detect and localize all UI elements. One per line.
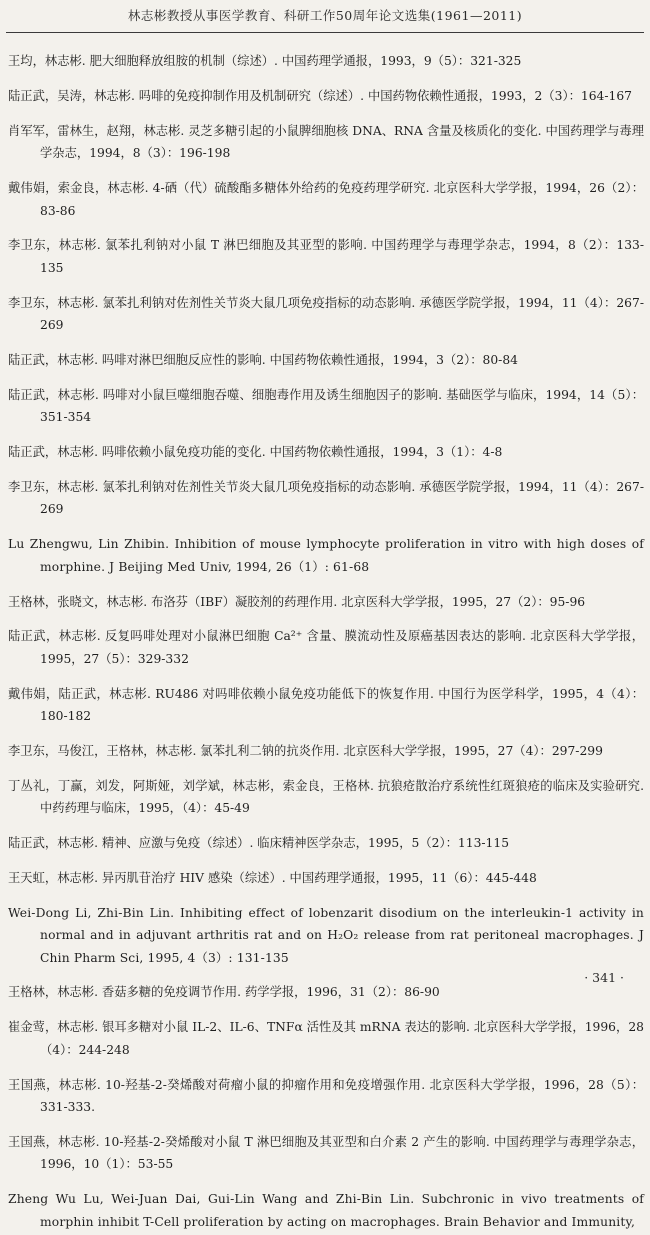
reference-entry: 戴伟娟，陆正武，林志彬. RU486 对吗啡依赖小鼠免疫功能低下的恢复作用. 中国行为医学科学，1995，4（4）：180-182 <box>8 686 644 724</box>
reference-entry: 戴伟娟，索金良，林志彬. 4-硒（代）硫酸酯多糖体外给药的免疫药理学研究. 北京医科大学学报，1994，26（2）：83-86 <box>8 181 644 218</box>
reference-list <box>0 38 650 1235</box>
running-header: 林志彬教授从事医学教育、科研工作50周年论文选集(1961—2011) <box>127 8 523 23</box>
reference-entry: 陆正武，林志彬. 吗啡对淋巴细胞反应性的影响. 中国药物依赖性通报，1994，3（2）：80-84 <box>8 353 518 368</box>
reference-entry: 李卫东，马俊江，王格林，林志彬. 氯苯扎利二钠的抗炎作用. 北京医科大学学报，1995，27（4）：297-299 <box>8 743 603 758</box>
reference-entry: 王均，林志彬. 肥大细胞释放组胺的机制（综述）. 中国药理学通报，1993，9（5）：321-325 <box>8 54 522 69</box>
reference-entry: 王国燕，林志彬. 10-羟基-2-癸烯酸对小鼠 T 淋巴细胞及其亚型和白介素 2 产生的影响. 中国药理学与毒理学杂志，1996，10（1）：53-55 <box>8 1134 644 1172</box>
header-rule <box>6 32 644 33</box>
reference-entry: 王国燕，林志彬. 10-羟基-2-癸烯酸对荷瘤小鼠的抑瘤作用和免疫增强作用. 北京医科大学学报，1996，28（5）：331-333. <box>8 1077 644 1115</box>
reference-entry: 王格林，林志彬. 香菇多糖的免疫调节作用. 药学学报，1996，31（2）：86-90 <box>8 985 440 1000</box>
page-number: · 341 · <box>584 970 624 985</box>
reference-entry: 陆正武，林志彬. 吗啡对小鼠巨噬细胞吞噬、细胞毒作用及诱生细胞因子的影响. 基础医学与临床，1994，14（5）：351-354 <box>8 387 644 425</box>
reference-entry: 陆正武，吴涛，林志彬. 吗啡的免疫抑制作用及机制研究（综述）. 中国药物依赖性通报，1993，2（3）：164-167 <box>8 89 632 104</box>
reference-entry: 李卫东，林志彬. 氯苯扎利钠对佐剂性关节炎大鼠几项免疫指标的动态影响. 承德医学院学报，1994，11（4）：267-269 <box>8 479 644 517</box>
reference-entry: 李卫东，林志彬. 氯苯扎利钠对小鼠 T 淋巴细胞及其亚型的影响. 中国药理学与毒理学杂志，1994，8（2）：133-135 <box>8 238 644 275</box>
reference-entry: 王天虹，林志彬. 异丙肌苷治疗 HIV 感染（综述）. 中国药理学通报，1995，11（6）：445-448 <box>8 870 537 885</box>
reference-entry: Zheng Wu Lu, Wei-Juan Dai, Gui-Lin Wang and Zhi-Bin Lin. Subchronic in vivo treatments of morphin inhibit T-Cell proliferation by acting on macrophages. Brain Behavior and Immunity, <box>8 1192 644 1229</box>
reference-entry: 丁丛礼，丁赢，刘发，阿斯娅，刘学斌，林志彬，索金良，王格林. 抗狼疮散治疗系统性红斑狼疮的临床及实验研究. 中药药理与临床，1995，（4）：45-49 <box>8 778 644 816</box>
reference-entry: 陆正武，林志彬. 反复吗啡处理对小鼠淋巴细胞 Ca²⁺ 含量、膜流动性及原癌基因表达的影响. 北京医科大学学报，1995，27（5）：329-332 <box>8 629 644 666</box>
reference-entry: 肖军军，雷林生，赵翔，林志彬. 灵芝多糖引起的小鼠脾细胞核 DNA、RNA 含量及核质化的变化. 中国药理学与毒理学杂志，1994，8（3）：196-198 <box>8 123 644 161</box>
reference-entry: 陆正武，林志彬. 精神、应激与免疫（综述）. 临床精神医学杂志，1995，5（2）：113-115 <box>8 836 510 851</box>
reference-entry: 陆正武，林志彬. 吗啡依赖小鼠免疫功能的变化. 中国药物依赖性通报，1994，3（1）：4-8 <box>8 445 503 460</box>
reference-entry: Wei-Dong Li, Zhi-Bin Lin. Inhibiting effect of lobenzarit disodium on the interleukin-1 activity in normal and in adjuvant arthritis rat and on H₂O₂ release from rat peritoneal macrophages. J Chin Pharm Sci, 1995, 4（3）: 131-135 <box>8 905 644 965</box>
reference-entry: 崔金莺，林志彬. 银耳多糖对小鼠 IL-2、IL-6、TNFα 活性及其 mRNA 表达的影响. 北京医科大学学报，1996，28（4）：244-248 <box>8 1020 644 1057</box>
reference-entry: Lu Zhengwu, Lin Zhibin. Inhibition of mouse lymphocyte proliferation in vitro with high doses of morphine. J Beijing Med Univ, 1994, 26（1）: 61-68 <box>8 537 644 574</box>
reference-entry: 王格林，张晓文，林志彬. 布洛芬（IBF）凝胶剂的药理作用. 北京医科大学学报，1995，27（2）：95-96 <box>8 594 586 609</box>
reference-entry: 李卫东，林志彬. 氯苯扎利钠对佐剂性关节炎大鼠几项免疫指标的动态影响. 承德医学院学报，1994，11（4）：267-269 <box>8 295 644 333</box>
